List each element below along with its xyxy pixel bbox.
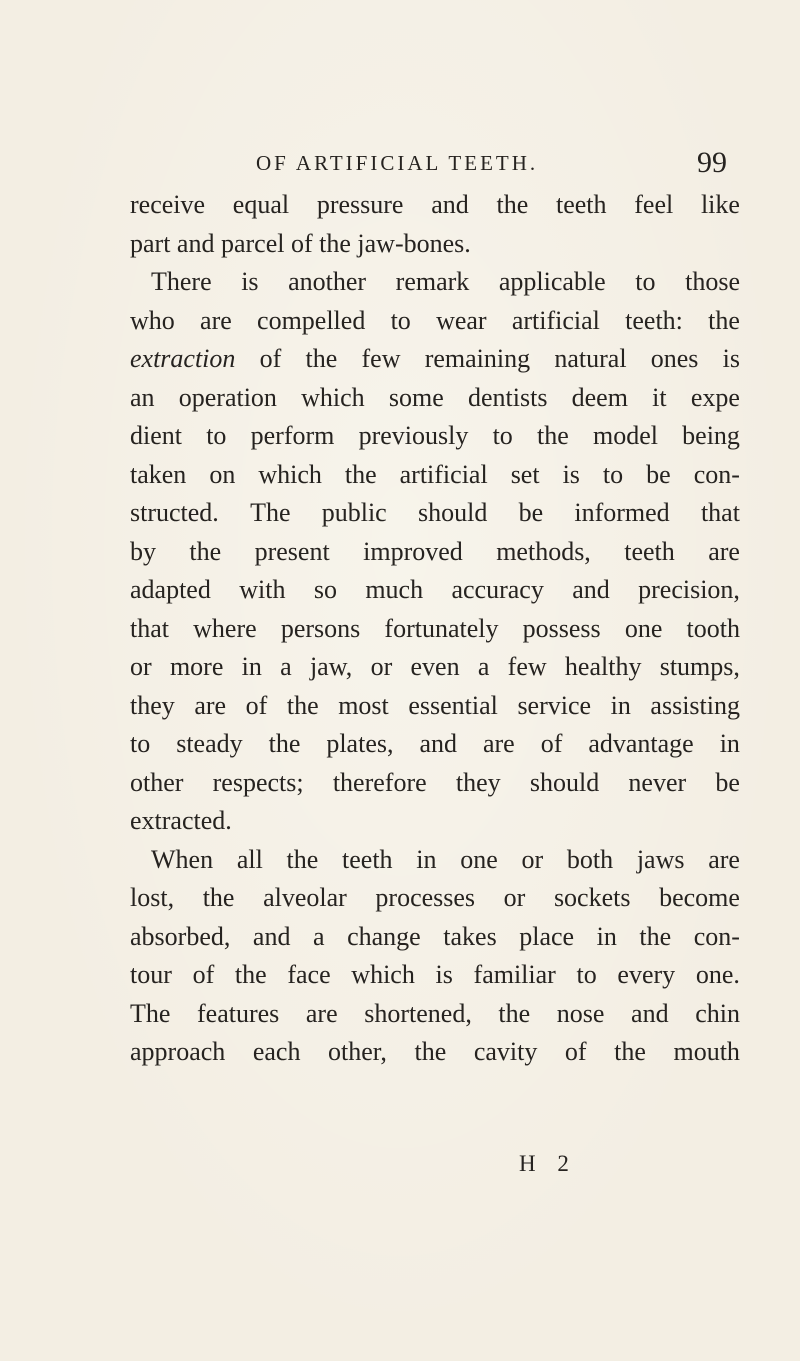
word: few: [507, 652, 547, 681]
word: present: [254, 536, 330, 566]
word: the: [286, 844, 319, 874]
word: informed: [574, 498, 670, 527]
word: on: [209, 459, 236, 489]
text-line: [130, 841, 740, 880]
word: alveolar: [263, 883, 347, 912]
word: who: [130, 305, 175, 335]
text-line: [130, 456, 740, 495]
running-title: OF ARTIFICIAL TEETH.: [256, 151, 539, 175]
word: and: [252, 921, 291, 951]
word: familiar: [473, 960, 556, 989]
word: to: [390, 305, 411, 335]
text-line: [130, 918, 740, 957]
text-line: [130, 263, 740, 302]
word: advantage: [588, 729, 694, 758]
word: or: [521, 844, 544, 874]
word: of: [564, 1037, 587, 1066]
word: in: [596, 921, 617, 951]
text-line: [130, 494, 740, 533]
word: dient: [130, 421, 182, 450]
word: of: [290, 228, 313, 258]
word: mouth: [673, 1037, 740, 1066]
word: processes: [375, 883, 476, 912]
word: the: [305, 344, 338, 373]
word: tooth: [686, 613, 740, 643]
word: even: [410, 652, 460, 681]
text-line: [130, 956, 740, 995]
text-line: [130, 379, 740, 418]
word: receive: [130, 190, 206, 219]
word: chin: [695, 998, 740, 1028]
word: lost,: [130, 883, 175, 912]
word: model: [592, 421, 658, 450]
word: structed.: [130, 498, 219, 527]
word: takes: [443, 921, 497, 951]
word: with: [239, 575, 286, 604]
word: the: [319, 228, 351, 258]
body-text: [130, 186, 740, 1072]
word: When: [151, 844, 214, 874]
word: every: [617, 960, 676, 989]
word: that: [700, 498, 740, 527]
word: more: [169, 652, 224, 681]
word: a: [280, 652, 292, 681]
text-line: [130, 417, 740, 456]
word: precision,: [638, 575, 740, 604]
text-line: [130, 687, 740, 726]
word: tour: [130, 960, 172, 989]
word: be: [715, 767, 740, 797]
word: or: [130, 652, 152, 681]
word: it: [652, 382, 667, 412]
text-line: [130, 225, 740, 264]
word: fortunately: [384, 613, 499, 643]
word: steady: [176, 729, 243, 758]
word: compelled: [257, 305, 366, 335]
word: another: [288, 267, 367, 296]
text-line: [130, 995, 740, 1034]
word: few: [361, 344, 401, 373]
word: teeth: [624, 536, 675, 566]
word: they: [455, 767, 501, 797]
word: become: [659, 883, 740, 912]
word: the: [708, 305, 740, 335]
word: to: [130, 729, 151, 758]
word: to: [206, 421, 227, 450]
word: the: [537, 421, 569, 450]
word: There: [151, 267, 212, 296]
word: those: [685, 267, 740, 296]
text-line: [130, 725, 740, 764]
word: extraction: [130, 344, 236, 373]
word: wear: [436, 305, 487, 335]
text-line: [130, 802, 740, 841]
word: to: [492, 421, 513, 450]
word: applicable: [498, 267, 606, 296]
word: the: [286, 690, 319, 720]
word: deem: [571, 382, 628, 412]
word: operation: [178, 382, 277, 412]
word: The: [130, 998, 171, 1028]
word: ones: [650, 344, 699, 373]
word: healthy: [564, 652, 642, 681]
word: part: [130, 228, 171, 258]
word: the: [268, 729, 301, 758]
word: be: [518, 498, 544, 527]
word: and: [572, 575, 610, 604]
word: set: [510, 459, 540, 489]
word: be: [646, 459, 671, 489]
word: shortened,: [364, 998, 472, 1028]
word: the: [496, 190, 529, 219]
word: much: [365, 575, 424, 604]
word: like: [700, 190, 740, 219]
word: of: [540, 729, 563, 758]
word: other: [130, 767, 184, 797]
word: should: [529, 767, 600, 797]
word: sockets: [553, 883, 631, 912]
word: a: [477, 652, 490, 681]
word: in: [719, 729, 740, 758]
word: natural: [554, 344, 627, 373]
word: stumps,: [659, 652, 740, 681]
word: con-: [693, 921, 740, 951]
word: being: [682, 421, 740, 450]
word: improved: [363, 536, 463, 566]
word: the: [614, 1037, 646, 1066]
page-number: 99: [697, 146, 727, 179]
word: is: [435, 960, 453, 989]
word: is: [241, 267, 259, 296]
text-line: [130, 533, 740, 572]
text-line: [130, 186, 740, 225]
word: respects;: [212, 767, 304, 797]
word: equal: [232, 190, 290, 219]
word: are: [708, 536, 740, 566]
word: of: [245, 690, 268, 720]
word: adapted: [130, 575, 211, 604]
word: approach: [130, 1037, 226, 1066]
word: artificial: [511, 305, 600, 335]
word: most: [338, 690, 389, 720]
word: they: [130, 690, 175, 720]
word: expe: [690, 382, 740, 412]
text-line: [130, 571, 740, 610]
text-line: [130, 302, 740, 341]
word: which: [351, 960, 415, 989]
word: are: [200, 305, 232, 335]
word: jaw,: [309, 652, 353, 681]
word: which: [301, 382, 365, 412]
word: are: [305, 998, 338, 1028]
word: in: [241, 652, 262, 681]
word: and: [431, 190, 469, 219]
word: where: [193, 613, 257, 643]
word: possess: [522, 613, 601, 643]
word: jaws: [636, 844, 685, 874]
word: in: [610, 690, 631, 720]
word: accuracy: [451, 575, 544, 604]
text-line: [130, 879, 740, 918]
word: the: [189, 536, 222, 566]
word: essential: [408, 690, 498, 720]
word: service: [517, 690, 592, 720]
word: dentists: [467, 382, 548, 412]
word: The: [250, 498, 291, 527]
word: perform: [250, 421, 335, 450]
text-line: [130, 764, 740, 803]
word: of: [192, 960, 215, 989]
word: methods,: [496, 536, 591, 566]
word: change: [347, 921, 421, 951]
word: of: [259, 344, 282, 373]
word: in: [416, 844, 437, 874]
word: should: [417, 498, 488, 527]
word: pressure: [316, 190, 404, 219]
word: artificial: [399, 459, 488, 489]
word: teeth: [342, 844, 393, 874]
text-line: [130, 610, 740, 649]
word: extracted.: [130, 806, 232, 835]
running-head: [0, 148, 800, 178]
text-line: [130, 648, 740, 687]
word: all: [236, 844, 263, 874]
word: teeth:: [625, 305, 683, 335]
word: one: [624, 613, 663, 643]
word: plates,: [326, 729, 394, 758]
word: an: [130, 382, 155, 412]
word: are: [708, 844, 740, 874]
word: previously: [358, 421, 469, 450]
word: the: [344, 459, 377, 489]
word: therefore: [332, 767, 427, 797]
word: is: [562, 459, 580, 489]
word: the: [414, 1037, 447, 1066]
word: and: [419, 729, 457, 758]
word: one: [460, 844, 498, 874]
word: one.: [695, 960, 740, 989]
word: are: [482, 729, 515, 758]
word: face: [287, 960, 331, 989]
word: is: [722, 344, 740, 373]
word: con-: [693, 459, 740, 489]
word: remaining: [424, 344, 531, 373]
word: that: [130, 613, 169, 643]
word: place: [519, 921, 575, 951]
word: to: [576, 960, 597, 989]
word: which: [258, 459, 322, 489]
word: teeth: [555, 190, 607, 219]
word: and: [631, 998, 669, 1028]
word: and: [176, 228, 215, 258]
word: assisting: [650, 690, 740, 720]
word: by: [130, 536, 156, 566]
word: or: [370, 652, 393, 681]
word: the: [234, 960, 267, 989]
word: other,: [328, 1037, 387, 1066]
word: nose: [556, 998, 605, 1028]
word: are: [194, 690, 227, 720]
text-line: [130, 340, 740, 379]
word: so: [313, 575, 337, 604]
word: jaw-bones.: [357, 228, 471, 258]
word: features: [197, 998, 280, 1028]
word: feel: [634, 190, 674, 219]
word: public: [321, 498, 387, 527]
word: parcel: [220, 228, 285, 258]
word: to: [635, 267, 656, 296]
signature-mark: H 2: [519, 1151, 577, 1176]
word: some: [388, 382, 444, 412]
text-line: [130, 1033, 740, 1072]
word: a: [313, 921, 325, 951]
word: or: [503, 883, 526, 912]
word: never: [628, 767, 687, 797]
word: the: [202, 883, 235, 912]
word: remark: [395, 267, 470, 296]
word: cavity: [473, 1037, 538, 1066]
word: taken: [130, 459, 187, 489]
word: absorbed,: [130, 921, 231, 951]
word: to: [602, 459, 624, 489]
word: the: [498, 998, 531, 1028]
word: both: [566, 844, 614, 874]
word: each: [252, 1037, 301, 1066]
word: the: [639, 921, 672, 951]
word: persons: [280, 613, 361, 643]
